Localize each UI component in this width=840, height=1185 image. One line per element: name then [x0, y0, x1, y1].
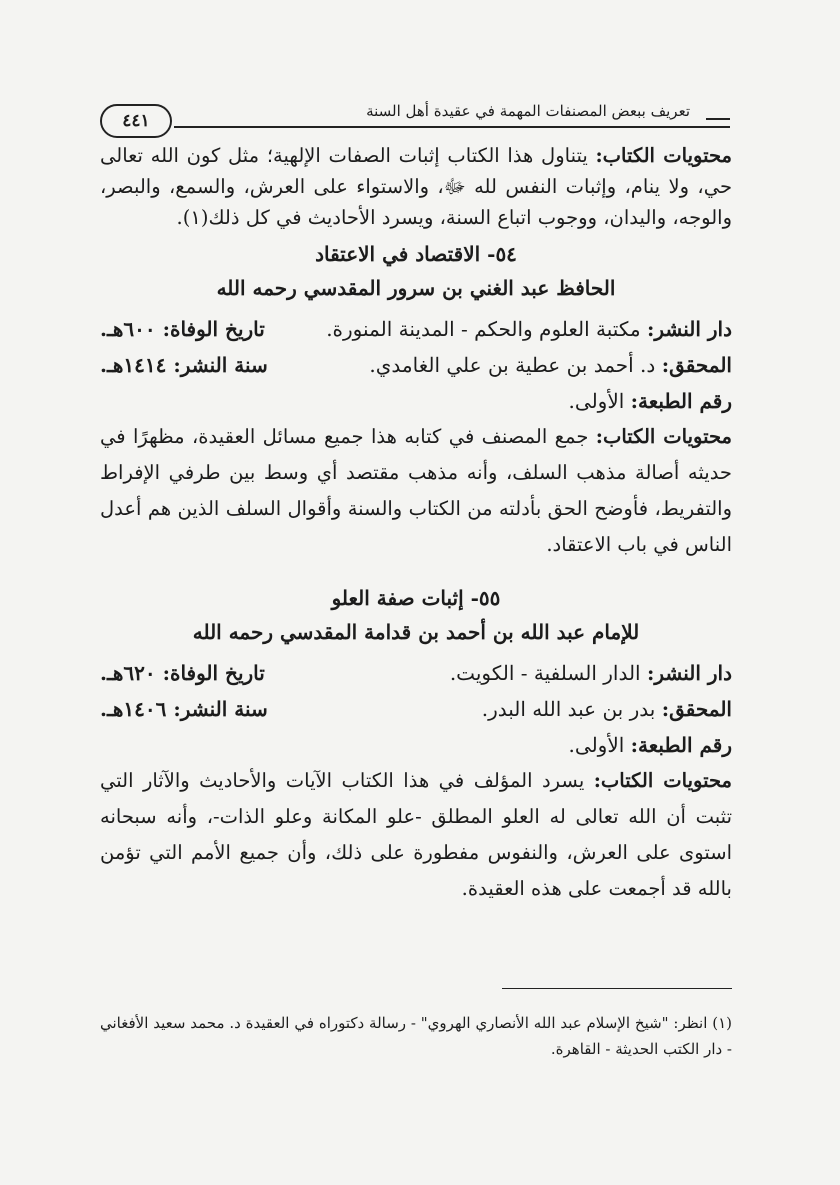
death-date-value: ٦٠٠هـ.: [100, 317, 156, 341]
footnote: (١) انظر: "شيخ الإسلام عبد الله الأنصاري الهروي" - رسالة دكتوراه في العقيدة د. محمد سعيد الأفغاني - دار الكتب الحديثة - القاهرة.: [100, 1014, 732, 1058]
editor-label: المحقق:: [661, 353, 732, 377]
editor-value: بدر بن عبد الله البدر.: [481, 697, 656, 721]
book-54-editor-row: [100, 347, 732, 383]
contents-label: محتويات الكتاب:: [593, 769, 733, 792]
publication-year-label: سنة النشر:: [173, 697, 268, 721]
edition-label: رقم الطبعة:: [630, 389, 732, 413]
contents-label: محتويات الكتاب:: [595, 425, 733, 448]
contents-text: جمع المصنف في كتابه هذا جميع مسائل العقيدة، مظهرًا في حديثه أصالة مذهب السلف، وأنه مذهب مقتصد أي وسط بين طرفي الإفراط والتفريط، فأوضح الحق بأدلته من الكتاب والسنة وأقوال السلف الذين هم أعدل الناس في باب الاعتقاد.: [100, 425, 732, 556]
publication-year-label: سنة النشر:: [173, 353, 268, 377]
book-55-edition-row: [100, 727, 732, 763]
book-54-section: [100, 237, 732, 563]
publication-year-value: ١٤١٤هـ.: [100, 353, 167, 377]
book-54-contents: [100, 419, 732, 563]
footnote-separator: [502, 988, 732, 989]
book-55-editor-row: [100, 691, 732, 727]
publisher-value: مكتبة العلوم والحكم - المدينة المنورة.: [326, 317, 641, 341]
contents-text: يسرد المؤلف في هذا الكتاب الآيات والأحاديث والآثار التي تثبت أن الله تعالى له العلو المطلق -علو المكانة وعلو الذات-، وأنه سبحانه استوى على العرش، والنفوس مفطورة على ذلك، وأن جميع الأمم التي تؤمن بالله قد أجمعت على هذه العقيدة.: [100, 769, 732, 900]
header-rule: [174, 126, 730, 128]
death-date-value: ٦٢٠هـ.: [100, 661, 156, 685]
book-54-publisher-row: [100, 311, 732, 347]
page-body: [100, 140, 732, 911]
book-55-title: ٥٥- إثبات صفة العلو: [331, 586, 501, 610]
contents-text: يتناول هذا الكتاب إثبات الصفات الإلهية؛ مثل كون الله تعالى حي، ولا ينام، وإثبات النفس لله ﷻ، والاستواء على العرش، والسمع، والبصر، والوجه، واليدان، ووجوب اتباع السنة، ويسرد الأحاديث في كل ذلك(١).: [100, 144, 732, 229]
running-title: تعريف ببعض المصنفات المهمة في عقيدة أهل السنة: [366, 102, 690, 120]
header-ornament: [706, 118, 730, 120]
publisher-label: دار النشر:: [646, 317, 732, 341]
editor-value: د. أحمد بن عطية بن علي الغامدي.: [369, 353, 656, 377]
edition-value: الأولى.: [568, 389, 625, 413]
page-header: [100, 98, 730, 138]
book-55-section: [100, 581, 732, 907]
intro-paragraph: [100, 140, 732, 233]
edition-value: الأولى.: [568, 733, 625, 757]
publication-year-value: ١٤٠٦هـ.: [100, 697, 167, 721]
contents-label: محتويات الكتاب:: [595, 144, 732, 167]
book-54-edition-row: [100, 383, 732, 419]
book-55-author: للإمام عبد الله بن أحمد بن قدامة المقدسي رحمه الله: [192, 620, 640, 644]
death-date-label: تاريخ الوفاة:: [162, 317, 265, 341]
death-date-label: تاريخ الوفاة:: [162, 661, 265, 685]
edition-label: رقم الطبعة:: [630, 733, 732, 757]
book-55-contents: [100, 763, 732, 907]
book-54-author: الحافظ عبد الغني بن سرور المقدسي رحمه الله: [216, 276, 616, 300]
publisher-value: الدار السلفية - الكويت.: [449, 661, 641, 685]
publisher-label: دار النشر:: [646, 661, 732, 685]
editor-label: المحقق:: [661, 697, 732, 721]
book-55-publisher-row: [100, 655, 732, 691]
book-54-title: ٥٤- الاقتصاد في الاعتقاد: [315, 242, 517, 266]
page-number: ٤٤١: [100, 104, 172, 138]
